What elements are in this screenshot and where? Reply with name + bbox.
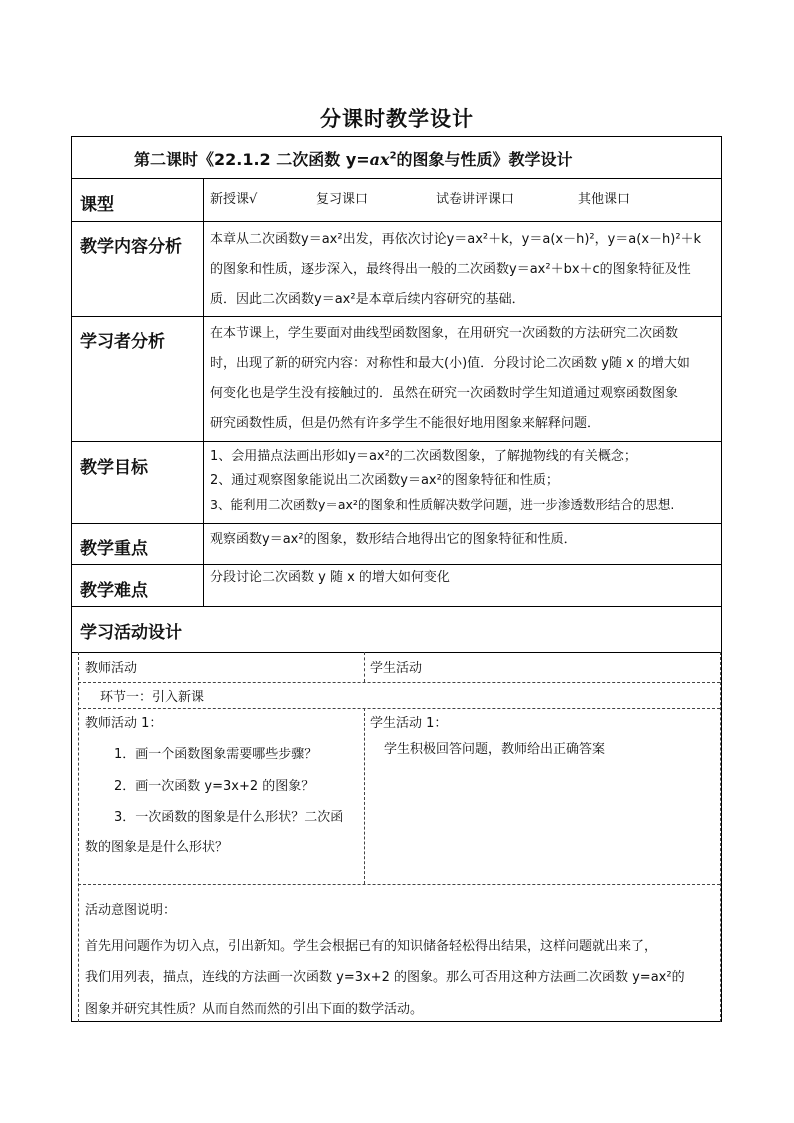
row-divider bbox=[71, 606, 722, 607]
row-divider bbox=[71, 441, 722, 442]
learner-analysis-line: 研究函数性质，但是仍然有许多学生不能很好地用图象来解释问题． bbox=[210, 416, 601, 431]
teacher-activity-column-header: 教师活动 bbox=[85, 661, 138, 676]
option-other-lesson: 其他课口 bbox=[578, 192, 631, 207]
label-difficult-points: 教学难点 bbox=[80, 581, 148, 601]
student-activity-title: 学生活动 1： bbox=[370, 716, 448, 731]
student-activity-text: 学生积极回答问题，教师给出正确答案 bbox=[384, 742, 606, 757]
row-divider bbox=[71, 652, 722, 653]
student-activity-column-header: 学生活动 bbox=[370, 661, 423, 676]
activity-intent-line: 我们用列表，描点，连线的方法画一次函数 y=3x+2 的图象。那么可否用这种方法画二次函数 y=ax²的 bbox=[85, 970, 685, 985]
activity-grid-line bbox=[364, 708, 365, 884]
activity-intent-title: 活动意图说明： bbox=[85, 903, 177, 918]
option-exam-review-lesson: 试卷讲评课口 bbox=[436, 192, 515, 207]
label-column-divider bbox=[203, 178, 204, 606]
row-divider bbox=[71, 178, 722, 179]
row-divider bbox=[71, 316, 722, 317]
activity-grid-line bbox=[78, 652, 79, 1022]
content-analysis-line: 的图象和性质，逐步深入，最终得出一般的二次函数y＝ax²＋bx＋c的图象特征及性 bbox=[210, 262, 691, 277]
option-review-lesson: 复习课口 bbox=[316, 192, 369, 207]
label-lesson-type: 课型 bbox=[80, 195, 114, 215]
key-points-text: 观察函数y＝ax²的图象，数形结合地得出它的图象特征和性质． bbox=[210, 532, 577, 547]
activity-grid-line bbox=[78, 884, 720, 885]
row-divider bbox=[71, 221, 722, 222]
page-title: 分课时教学设计 bbox=[320, 107, 474, 131]
learner-analysis-line: 时，出现了新的研究内容：对称性和最大(小)值．分段讨论二次函数 y随 x 的增大如 bbox=[210, 356, 690, 371]
activity-intent-line: 图象并研究其性质？从而自然而然的引出下面的数学活动。 bbox=[85, 1002, 424, 1017]
row-divider bbox=[71, 523, 722, 524]
activity-heading: 学习活动设计 bbox=[80, 623, 182, 643]
row-divider bbox=[71, 564, 722, 565]
activity-grid-line bbox=[78, 708, 720, 709]
teacher-activity-item: 数的图象是是什么形状？ bbox=[85, 840, 229, 855]
label-teaching-goals: 教学目标 bbox=[80, 458, 148, 478]
activity-intent-line: 首先用问题作为切入点，引出新知。学生会根据已有的知识储备轻松得出结果，这样问题就出来了， bbox=[85, 939, 658, 954]
label-content-analysis: 教学内容分析 bbox=[80, 237, 182, 257]
activity-grid-line bbox=[364, 652, 365, 682]
lesson-title: 第二课时《22.1.2 二次函数 $y=ax^2$的图象与性质》教学设计 bbox=[134, 150, 573, 169]
learner-analysis-line: 在本节课上，学生要面对曲线型函数图象，在用研究一次函数的方法研究二次函数 bbox=[210, 326, 679, 341]
teaching-goal-item: 3、能利用二次函数y＝ax²的图象和性质解决数学问题，进一步渗透数形结合的思想. bbox=[210, 497, 675, 512]
content-analysis-line: 本章从二次函数y＝ax²出发，再依次讨论y＝ax²＋k，y＝a(x－h)²，y＝a(x－h)²＋k bbox=[210, 232, 702, 247]
label-learner-analysis: 学习者分析 bbox=[80, 332, 165, 352]
teacher-activity-item: 1．画一个函数图象需要哪些步骤？ bbox=[114, 747, 318, 762]
difficult-points-text: 分段讨论二次函数 y 随 x 的增大如何变化 bbox=[210, 570, 450, 585]
learner-analysis-line: 何变化也是学生没有接触过的．虽然在研究一次函数时学生知道通过观察函数图象 bbox=[210, 386, 679, 401]
teacher-activity-item: 2．画一次函数 y=3x+2 的图象？ bbox=[114, 779, 315, 794]
teacher-activity-title: 教师活动 1： bbox=[85, 716, 163, 731]
activity-grid-line bbox=[720, 652, 721, 1022]
teacher-activity-item: 3．一次函数的图象是什么形状？二次函 bbox=[114, 810, 344, 825]
option-new-lesson: 新授课√ bbox=[210, 192, 258, 207]
content-analysis-line: 质．因此二次函数y＝ax²是本章后续内容研究的基础． bbox=[210, 292, 525, 307]
teaching-goal-item: 1、会用描点法画出形如y＝ax²的二次函数图象，了解抛物线的有关概念； bbox=[210, 449, 637, 464]
section-title: 环节一：引入新课 bbox=[100, 690, 205, 705]
activity-grid-line bbox=[78, 682, 720, 683]
teaching-goal-item: 2、通过观察图象能说出二次函数y＝ax²的图象特征和性质； bbox=[210, 473, 559, 488]
label-key-points: 教学重点 bbox=[80, 539, 148, 559]
